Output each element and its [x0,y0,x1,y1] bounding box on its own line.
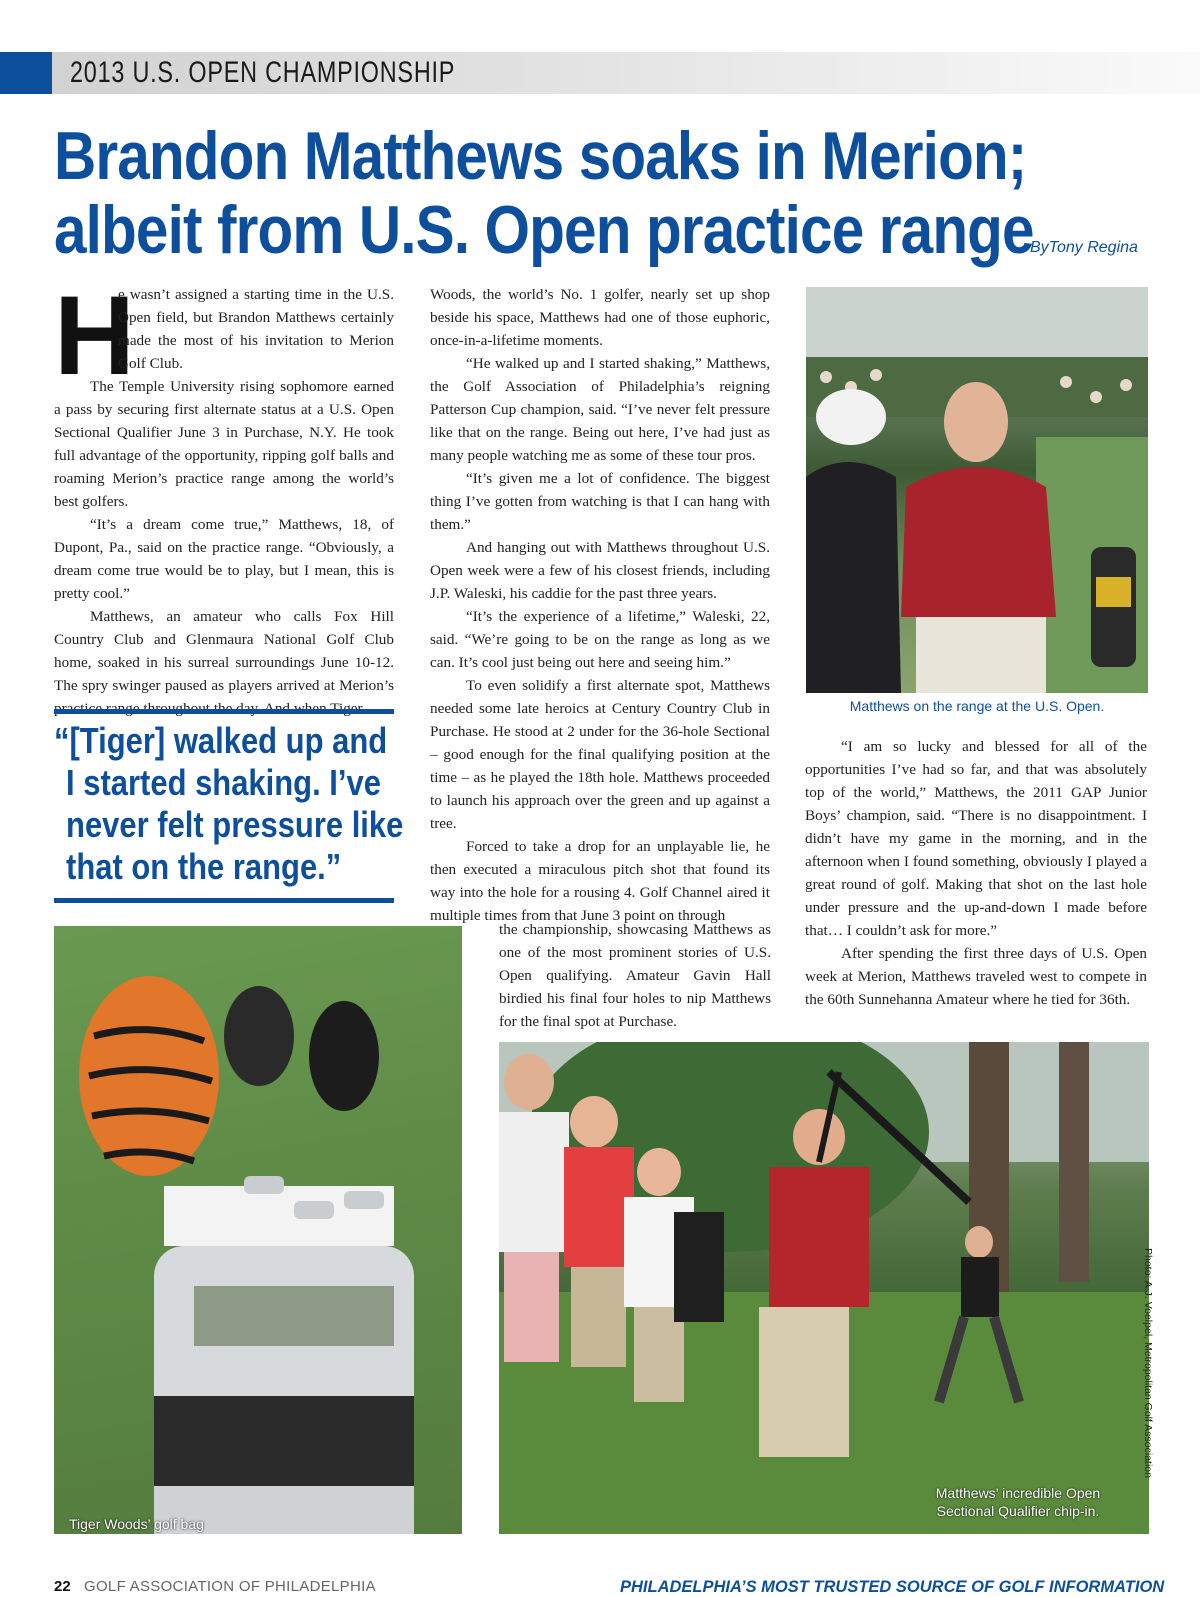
publication-tagline: PHILADELPHIA’S MOST TRUSTED SOURCE OF GOLF INFORMATION [620,1578,1165,1596]
headline-line-1: Brandon Matthews soaks in Merion; [54,118,1027,194]
paragraph: After spending the first three days of U.S. Open week at Merion, Matthews traveled west to compete in the 60th Sunnehanna Amateur where he tied for 36th. [805,945,1147,1008]
photo-matthews-on-range [806,287,1148,693]
pull-quote-rule-bottom [54,898,394,903]
photo-chip-in-celebration [499,1042,1149,1534]
paragraph: To even solidify a first alternate spot, Matthews needed some late heroics at Century Country Club in Purchase. He stood at 2 under for the 36-hole Sectional – good enough for the final qualifying position at the time – as he played the 18th hole. Matthews proceeded to launch his approach over the green and up against a tree. [430,677,770,832]
caption-golf-bag: Tiger Woods’ golf bag [69,1516,204,1532]
golf-bag-illustration [54,926,462,1534]
paragraph: “It’s the experience of a lifetime,” Waleski, 22, said. “We’re going to be on the range as long as we can. It’s cool just being out here and seeing him.” [430,608,770,671]
headline-line-2: albeit from U.S. Open practice range [54,192,1034,268]
paragraph: “He walked up and I started shaking,” Matthews, the Golf Association of Philadelphia’s reigning Patterson Cup champion, said. “I’ve never felt pressure like that on the range. Being out here, I’ve had just as many people watching me as some of these tour pros. [430,355,770,464]
section-banner-title: 2013 U.S. OPEN CHAMPIONSHIP [70,56,456,89]
caption-line: Matthews’ incredible Open [935,1485,1101,1501]
paragraph: Woods, the world’s No. 1 golfer, nearly set up shop beside his space, Matthews had one of those euphoric, once-in-a-lifetime moments. [430,286,770,349]
paragraph: Matthews, an amateur who calls Fox Hill Country Club and Glenmaura National Golf Club home, soaked in his surreal surroundings June 10-12. The spry swinger paused as players arrived at Merion’s [54,608,394,694]
pull-quote [54,720,404,888]
pull-quote-line: that on the range.” [66,846,342,887]
paragraph: “I am so lucky and blessed for all of the opportunities I’ve had so far, and that was absolutely top of the world,” Matthews, the 2011 GAP Junior Boys’ champion, said. “There is no disappointment. I didn’t have my game in the morning, and in the afternoon when I found something, obviously I played a great round of golf. Making that shot on the last hole under pressure and the up-and-down I made before that… I couldn’t ask for more.” [805,738,1147,939]
article-column-1 [54,375,394,720]
paragraph: And hanging out with Matthews throughout U.S. Open week were a few of his closest friends, including J.P. Waleski, his caddie for the past three years. [430,539,770,602]
publication-name: GOLF ASSOCIATION OF PHILADELPHIA [84,1578,376,1595]
range-photo-illustration [806,287,1148,693]
pull-quote-line: never felt pressure like [66,804,404,845]
paragraph: Forced to take a drop for an unplayable lie, he then executed a miraculous pitch shot that found its way into the hole for a rousing 4. Golf Channel aired it multiple times from that June 3 point on through [430,838,770,924]
byline: ByTony Regina [1030,239,1138,256]
photo-tiger-golf-bag [54,926,462,1534]
section-banner [0,52,1200,94]
caption-line: Sectional Qualifier chip-in. [936,1503,1100,1519]
paragraph: “It’s a dream come true,” Matthews, 18, of Dupont, Pa., said on the practice range. “Obviously, a dream come true would be to play, but I mean, this is pretty cool.” [54,516,394,602]
article-column-2 [430,283,770,927]
photo-credit: Photo: A.J. Voelpel, Metropolitan Golf Association [1142,1248,1154,1478]
banner-accent-block [0,52,52,94]
article-intro [118,283,394,375]
pull-quote-line: “[Tiger] walked up and [54,720,388,761]
pull-quote-rule-top [54,709,394,714]
paragraph: e wasn’t assigned a starting time in the U.S. Open field, but Brandon Matthews certainly made the most of his invitation to Merion Golf Club. [118,286,394,372]
article-column-3 [805,735,1147,1011]
paragraph: The Temple University rising sophomore earned a pass by securing first alternate status at a U.S. Open Sectional Qualifier June 3 in Purchase, N.Y. He took full advantage of the opportunity, ripping golf balls and roaming Merion’s practice range among the world’s best golfers. [54,378,394,510]
page-number: 22 [54,1578,71,1595]
celebration-illustration [499,1042,1149,1534]
caption-chip-in [905,1484,1131,1520]
paragraph: “It’s given me a lot of confidence. The biggest thing I’ve gotten from watching is that I can hang with them.” [430,470,770,533]
article-column-2-continued [499,918,771,1033]
caption-range-photo: Matthews on the range at the U.S. Open. [849,698,1105,714]
paragraph: the championship, showcasing Matthews as one of the most prominent stories of U.S. Open qualifying. Amateur Gavin Hall birdied his final four holes to nip Matthews for the final spot at Purchase. [499,921,771,1030]
pull-quote-line: I started shaking. I’ve [66,762,381,803]
drop-cap: H [54,273,135,398]
